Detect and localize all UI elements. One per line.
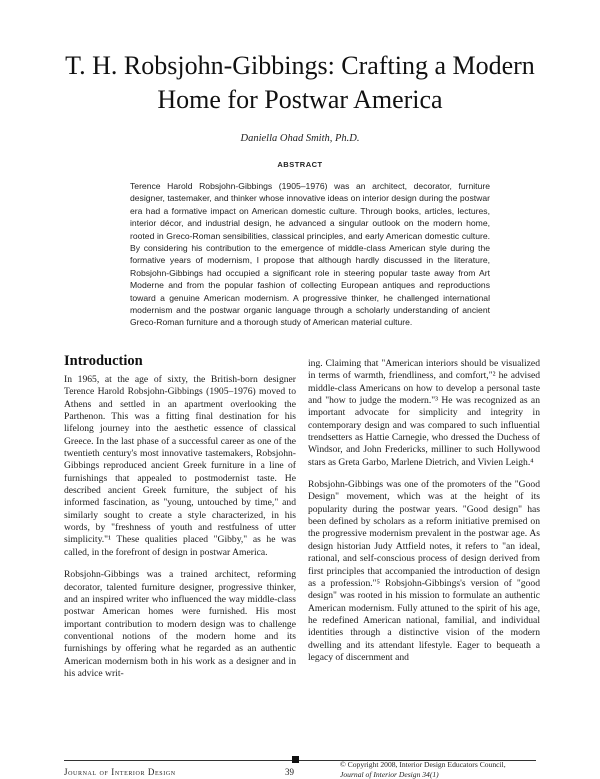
abstract-heading: ABSTRACT	[60, 160, 540, 169]
footer-copyright	[340, 760, 540, 779]
page-number: 39	[285, 767, 294, 777]
section-heading-introduction: Introduction	[64, 353, 296, 370]
journal-citation: Journal of Interior Design 34(1)	[340, 770, 540, 779]
body-paragraph: Robsjohn-Gibbings was one of the promoters of the "Good Design" movement, which was at the height of its popularity during the postwar years. "Good design" has been defined by scholars as a reform initiative premised on the progressive modernism prevalent in the postwar age. As design historian Judy Attfield notes, it refers to "an ideal, rational, and self-conscious process of design derived from first principles that accompanied the introduction of design as a profession."⁵ Robsjohn-Gibbings's version of "good design" was rooted in his mission to formulate an authentic American modernism. Fully attuned to the spirit of his age, he redefined American national, familial, and individual identities through a distinctive vision of the modern dwelling and its attendant lifestyle. Eager to bequeath a legacy of discernment and	[308, 479, 540, 664]
abstract-text: Terence Harold Robsjohn-Gibbings (1905–1976) was an architect, decorator, furniture designer, tastemaker, and thinker whose innovative ideas on interior design during the postwar era had a formative impact on American domestic culture. Through books, articles, lectures, interior décor, and industrial design, he advanced a singular outlook on the modern home, rooted in Greco-Roman sensibilities, classical principles, and early American domestic culture. By considering his contribution to the emergence of middle-class American style during the formative years of modernism, I propose that although hardly discussed in the literature, Robsjohn-Gibbings had occupied a significant role in steering popular taste away from Art Moderne and from the popular fashion of collecting European antiques and reproductions toward a genuine American modernism. A progressive thinker, he challenged international modernism and the postwar organic language through a scholarly understanding of ancient Greco-Roman furniture and a thorough study of American material culture.	[130, 180, 490, 329]
right-column	[308, 358, 540, 674]
body-paragraph: ing. Claiming that "American interiors should be visualized in terms of warmth, friendliness, and comfort,"² he advised middle-class Americans on how to develop a personal taste and "how to judge the modern."³ He was recognized as an important advocate for simplicity and integrity in contemporary design and was compared to such influential trendsetters as Hattie Carnegie, who dressed the Duchess of Windsor, and John Fredericks, milliner to such Hollywood stars as Greta Garbo, Marlene Dietrich, and Vivien Leigh.⁴	[308, 358, 540, 469]
body-paragraph: In 1965, at the age of sixty, the British-born designer Terence Harold Robsjohn-Gibbings (1905–1976) moved to Athens and settled in an apartment overlooking the Parthenon. This was a fitting final destination for his lifelong journey into the aesthetic essence of classical Greece. In the last phase of a successful career as one of the twentieth century's most innovative tastemakers, Robsjohn-Gibbings reproduced ancient Greek furniture in a line of furnishings that appealed to postmodernist taste. He described ancient Greek furniture, the subject of his informed fascination, as "young, untouched by time," and similarly sought to create a style characterized, in his words, by "freshness of youth and restfulness of utter simplicity."¹ These qualities placed "Gibby," as he was called, in the forefront of design in postwar America.	[64, 374, 296, 559]
article-title: T. H. Robsjohn-Gibbings: Crafting a Modern Home for Postwar America	[60, 49, 540, 117]
copyright-line: © Copyright 2008, Interior Design Educators Council,	[340, 760, 540, 770]
body-paragraph: Robsjohn-Gibbings was a trained architect, reforming decorator, talented furniture designer, progressive thinker, and an inspired writer who influenced the way middle-class postwar American homes were furnished. His most important contribution to modern design was to challenge conventional notions of the modern home and its furnishings by offering what he regarded as an authentic American modernism both in his work as a designer and in his advice writ-	[64, 569, 296, 680]
author-name: Daniella Ohad Smith, Ph.D.	[60, 133, 540, 144]
left-column	[64, 353, 296, 690]
footer-square-marker	[292, 756, 299, 763]
footer-journal-name: Journal of Interior Design	[64, 767, 176, 777]
